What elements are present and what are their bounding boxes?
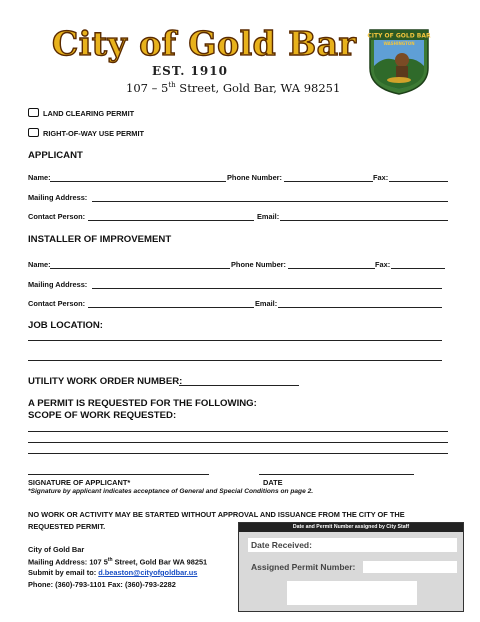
installer-fax-label: Fax: (375, 260, 391, 269)
applicant-mailing-label: Mailing Address: (28, 193, 88, 202)
date-field[interactable] (259, 474, 414, 475)
date-received-label: Date Received: (251, 540, 312, 550)
staff-box-header: Date and Permit Number assigned by City Staff (239, 523, 463, 532)
job-location-heading: JOB LOCATION: (28, 320, 103, 331)
installer-phone-field[interactable] (288, 268, 375, 269)
city-address: 107 – 5th Street, Gold Bar, WA 98251 (126, 81, 341, 95)
staff-use-box (238, 522, 464, 612)
applicant-fax-label: Fax: (373, 173, 389, 182)
applicant-contact-label: Contact Person: (28, 212, 86, 221)
seal-subtext: WASHINGTON (383, 41, 415, 46)
staff-notes-field[interactable] (287, 581, 417, 605)
email-prefix: Submit by email to: (28, 568, 99, 577)
installer-email-label: Email: (255, 299, 278, 308)
installer-contact-field[interactable] (88, 307, 254, 308)
scope-line-2[interactable] (28, 442, 448, 443)
job-location-line-2[interactable] (28, 360, 442, 361)
applicant-fax-field[interactable] (389, 181, 448, 182)
notice-line-1: NO WORK OR ACTIVITY MAY BE STARTED WITHOUT APPROVAL AND ISSUANCE FROM THE CITY OF THE (28, 510, 405, 519)
applicant-phone-label: Phone Number: (227, 173, 283, 182)
permit-number-label: Assigned Permit Number: (251, 562, 356, 572)
scope-of-work-heading: SCOPE OF WORK REQUESTED: (28, 410, 177, 421)
signature-label: SIGNATURE OF APPLICANT* (28, 478, 131, 487)
contact-email-line (28, 568, 197, 577)
installer-heading: INSTALLER OF IMPROVEMENT (28, 234, 172, 245)
email-link[interactable]: d.beaston@cityofgoldbar.us (98, 568, 198, 577)
land-clearing-label: LAND CLEARING PERMIT (43, 109, 135, 118)
applicant-mailing-field[interactable] (92, 201, 448, 202)
scope-line-1[interactable] (28, 431, 448, 432)
applicant-name-field[interactable] (50, 181, 226, 182)
utility-work-order-field[interactable] (179, 385, 299, 386)
applicant-email-field[interactable] (280, 220, 448, 221)
installer-mailing-field[interactable] (92, 288, 442, 289)
contact-phone: Phone: (360)-793-1101 Fax: (360)-793-2282 (28, 580, 176, 589)
applicant-heading: APPLICANT (28, 150, 83, 161)
installer-mailing-label: Mailing Address: (28, 280, 88, 289)
installer-phone-label: Phone Number: (231, 260, 287, 269)
city-title: City of Gold Bar (52, 24, 357, 63)
scope-line-3[interactable] (28, 453, 448, 454)
contact-mailing: Mailing Address: 107 5th Street, Gold Bar WA 98251 (28, 557, 208, 567)
applicant-contact-field[interactable] (88, 220, 254, 221)
installer-name-field[interactable] (50, 268, 230, 269)
contact-org: City of Gold Bar (28, 545, 85, 554)
right-of-way-checkbox[interactable] (28, 128, 39, 137)
established-text: EST. 1910 (152, 64, 228, 78)
utility-work-order-label: UTILITY WORK ORDER NUMBER: (28, 376, 183, 387)
notice-line-2: REQUESTED PERMIT. (28, 522, 106, 531)
land-clearing-checkbox[interactable] (28, 108, 39, 117)
installer-fax-field[interactable] (391, 268, 445, 269)
installer-contact-label: Contact Person: (28, 299, 86, 308)
permit-number-field[interactable] (363, 561, 457, 573)
permit-request-heading: A PERMIT IS REQUESTED FOR THE FOLLOWING: (28, 398, 257, 409)
date-label: DATE (263, 478, 283, 487)
applicant-email-label: Email: (257, 212, 280, 221)
applicant-phone-field[interactable] (284, 181, 373, 182)
city-seal-logo (366, 26, 432, 96)
job-location-line-1[interactable] (28, 340, 442, 341)
applicant-name-label: Name: (28, 173, 51, 182)
signature-field[interactable] (28, 474, 209, 475)
right-of-way-label: RIGHT-OF-WAY USE PERMIT (43, 129, 145, 138)
installer-name-label: Name: (28, 260, 51, 269)
seal-text: CITY OF GOLD BAR (367, 32, 431, 40)
installer-email-field[interactable] (278, 307, 442, 308)
signature-note: *Signature by applicant indicates acceptance of General and Special Conditions on page 2. (28, 488, 314, 495)
